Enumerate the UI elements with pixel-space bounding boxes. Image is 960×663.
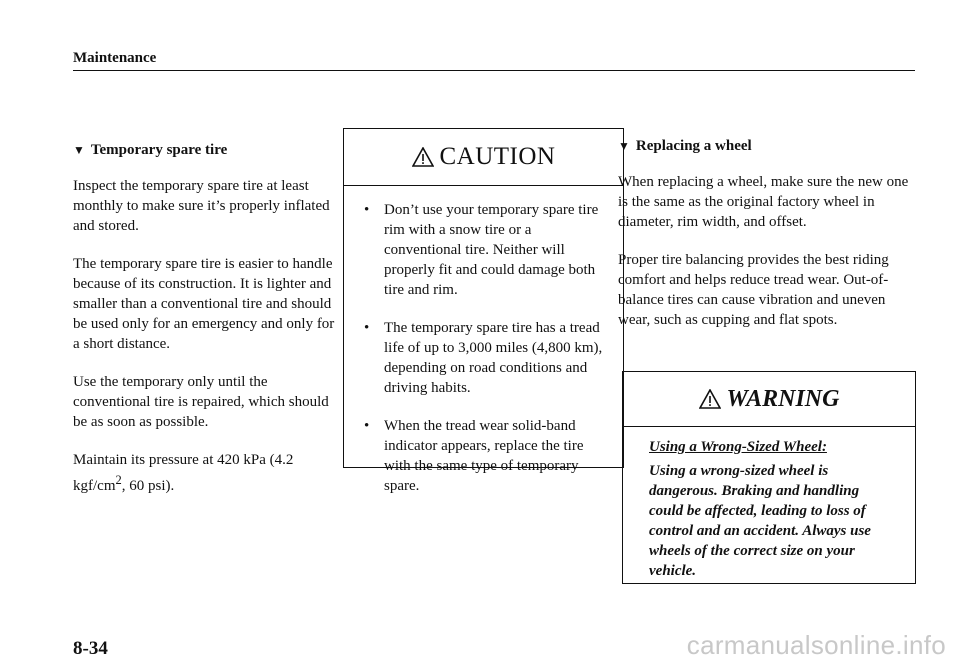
pressure-text-end: , 60 psi). — [121, 478, 175, 494]
section-heading-replacing-wheel — [618, 136, 918, 156]
right-column — [618, 136, 918, 348]
page-header-title: Maintenance — [73, 50, 157, 66]
pressure-paragraph — [73, 450, 338, 496]
warning-triangle-icon — [412, 147, 434, 167]
caution-title: CAUTION — [439, 143, 556, 170]
caution-header — [344, 129, 623, 186]
superscript: 2 — [115, 473, 122, 487]
pressure-text: Maintain its pressure at 420 kPa (4.2 kgf/cm — [73, 452, 294, 494]
paragraph: Inspect the temporary spare tire at least monthly to make sure it’s properly inflated and stored. — [73, 178, 330, 234]
paragraph: Use the temporary only until the conventional tire is repaired, which should be as soon as possible. — [73, 374, 329, 430]
header-divider — [73, 70, 915, 71]
warning-header — [623, 372, 915, 427]
watermark: carmanualsonline.info — [686, 630, 946, 660]
paragraph: When replacing a wheel, make sure the new one is the same as the original factory wheel in diameter, rim width, and offset. — [618, 174, 909, 230]
caution-list — [344, 186, 623, 496]
warning-triangle-icon — [699, 389, 721, 409]
warning-title: WARNING — [726, 385, 840, 412]
left-column — [73, 140, 338, 514]
caution-item: • Don’t use your temporary spare tire rim with a snow tire or a conventional tire. Neither will properly fit and could damage both tire and rim. — [364, 200, 605, 300]
warning-subheading: Using a Wrong-Sized Wheel: — [649, 439, 827, 455]
page-number: 8-34 — [73, 638, 108, 659]
down-triangle-icon: ▼ — [73, 143, 85, 157]
warning-body — [623, 427, 915, 581]
caution-box — [343, 128, 624, 494]
warning-box — [622, 371, 916, 584]
caution-item: • When the tread wear solid-band indicator appears, replace the tire with the same type of temporary spare. — [364, 416, 605, 496]
section-heading-label: Replacing a wheel — [635, 138, 752, 154]
section-heading-label: Temporary spare tire — [90, 142, 228, 158]
paragraph: Proper tire balancing provides the best riding comfort and helps reduce tread wear. Out-of-balance tires can cause vibration and uneven wear, such as cupping and flat spots. — [618, 252, 889, 328]
warning-text: Using a wrong-sized wheel is dangerous. Braking and handling could be affected, leading to loss of control and an accident. Always use wheels of the correct size on your vehicle. — [649, 463, 871, 579]
paragraph: The temporary spare tire is easier to handle because of its construction. It is lighter and smaller than a conventional tire and should be used only for an emergency and only for a short distance. — [73, 256, 335, 352]
section-heading-temporary-spare — [73, 140, 338, 160]
caution-item: • The temporary spare tire has a tread life of up to 3,000 miles (4,800 km), depending on road conditions and driving habits. — [364, 318, 605, 398]
down-triangle-icon: ▼ — [618, 139, 630, 153]
